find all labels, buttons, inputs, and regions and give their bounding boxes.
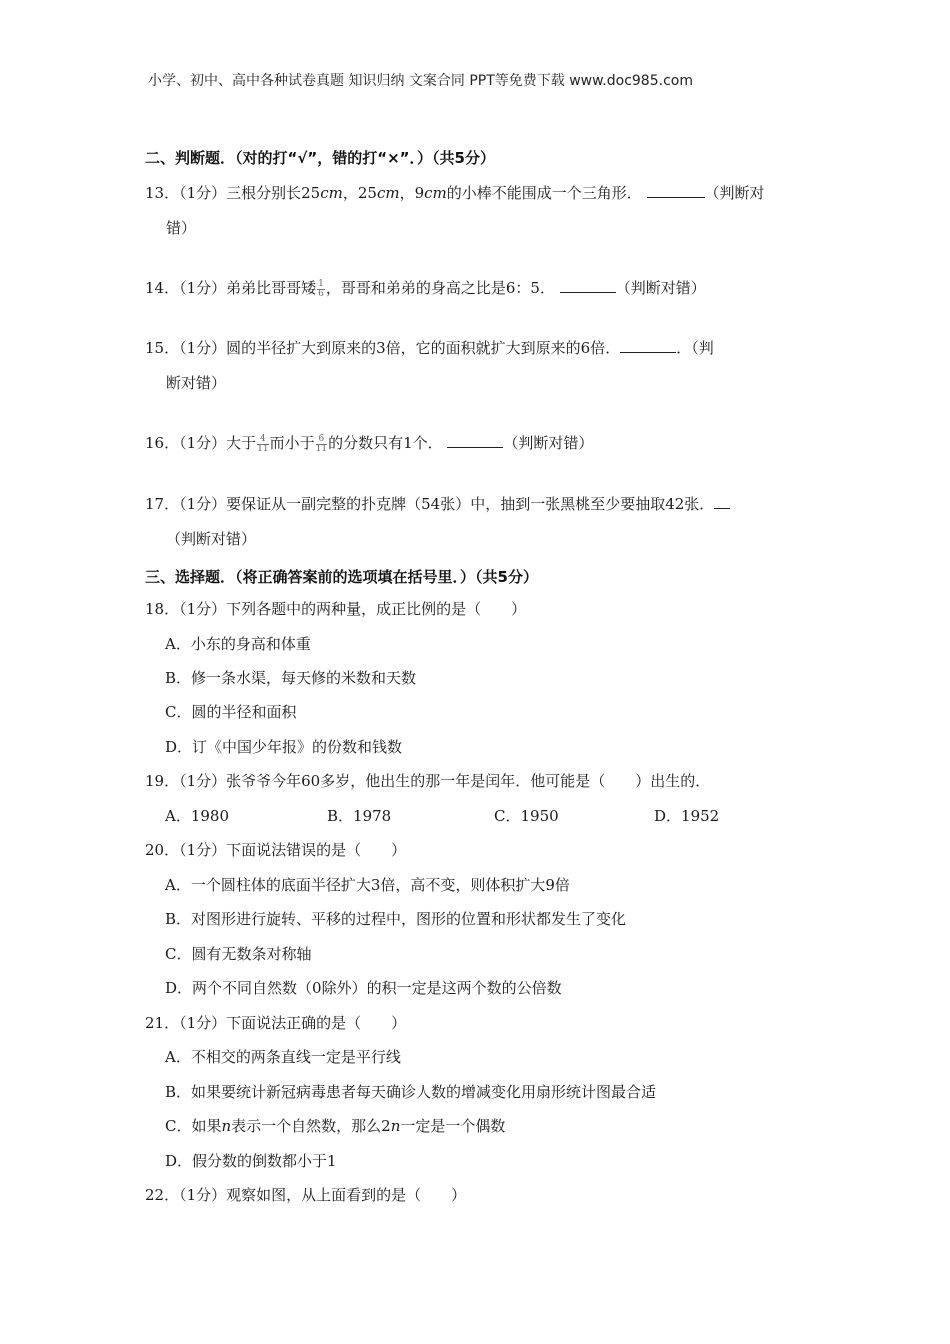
option-18-a[interactable]: A．小东的身高和体重 (165, 635, 311, 653)
fraction-4-11: $\frac{4}{11}$ (257, 433, 269, 454)
question-17-cont: （判断对错） (166, 530, 257, 548)
option-20-c[interactable]: C．圆有无数条对称轴 (165, 945, 312, 963)
question-15: 15．（1分）圆的半径扩大到原来的3倍，它的面积就扩大到原来的6倍． ．（判 (145, 339, 714, 357)
option-19-b[interactable]: B．1978 (327, 807, 392, 825)
answer-blank-15[interactable] (620, 338, 676, 353)
question-15-cont: 断对错） (166, 374, 227, 392)
question-13: 13．（1分）三根分别长25cm，25cm，9cm的小棒不能围成一个三角形． （判断对 (145, 184, 765, 202)
question-14: 14．（1分）弟弟比哥哥矮 $\frac{1}{6}$ ，哥哥和弟弟的身高之比是6：5． （判断对错） (145, 278, 706, 299)
option-19-a[interactable]: A．1980 (165, 807, 230, 825)
option-18-b[interactable]: B．修一条水渠，每天修的米数和天数 (165, 669, 417, 687)
option-21-b[interactable]: B．如果要统计新冠病毒患者每天确诊人数的增减变化用扇形统计图最合适 (165, 1083, 657, 1101)
option-19-c[interactable]: C．1950 (494, 807, 559, 825)
question-17: 17．（1分）要保证从一副完整的扑克牌（54张）中，抽到一张黑桃至少要抽取42张． (145, 494, 730, 513)
answer-blank-17[interactable] (714, 494, 730, 509)
option-18-c[interactable]: C．圆的半径和面积 (165, 703, 297, 721)
question-21: 21．（1分）下面说法正确的是（ ） (145, 1014, 407, 1032)
fraction-1-6: $\frac{1}{6}$ (318, 278, 324, 299)
section-3-title: 三、选择题．（将正确答案前的选项填在括号里．）（共5分） (145, 568, 538, 586)
option-20-d[interactable]: D．两个不同自然数（0除外）的积一定是这两个数的公倍数 (165, 979, 562, 997)
option-21-a[interactable]: A．不相交的两条直线一定是平行线 (165, 1048, 401, 1066)
option-21-d[interactable]: D．假分数的倒数都小于1 (165, 1152, 337, 1170)
question-18: 18．（1分）下列各题中的两种量，成正比例的是（ ） (145, 600, 527, 618)
section-2-title: 二、判断题．（对的打“√”，错的打“×”．）（共5分） (145, 149, 495, 167)
question-13-cont: 错） (166, 219, 197, 237)
question-22: 22．（1分）观察如图，从上面看到的是（ ） (145, 1186, 467, 1204)
question-19: 19．（1分）张爷爷今年60多岁，他出生的那一年是闰年．他可能是（ ）出生的． (145, 772, 711, 790)
answer-blank-16[interactable] (447, 433, 503, 448)
answer-blank-14[interactable] (560, 278, 616, 293)
fraction-6-11: $\frac{6}{11}$ (315, 433, 328, 454)
option-18-d[interactable]: D．订《中国少年报》的份数和钱数 (165, 738, 403, 756)
option-19-d[interactable]: D．1952 (654, 807, 720, 825)
answer-blank-13[interactable] (647, 183, 705, 198)
option-21-c[interactable]: C．如果n表示一个自然数，那么2n一定是一个偶数 (165, 1117, 506, 1135)
page-header: 小学、初中、高中各种试卷真题 知识归纳 文案合同 PPT等免费下载 www.doc985.com (148, 73, 693, 89)
question-16: 16．（1分）大于 $\frac{4}{11}$ 而小于 $\frac{6}{11}$ 的分数只有1个． （判断对错） (145, 433, 594, 454)
question-20: 20．（1分）下面说法错误的是（ ） (145, 841, 407, 859)
option-20-a[interactable]: A．一个圆柱体的底面半径扩大3倍，高不变，则体积扩大9倍 (165, 876, 570, 894)
option-20-b[interactable]: B．对图形进行旋转、平移的过程中，图形的位置和形状都发生了变化 (165, 910, 627, 928)
